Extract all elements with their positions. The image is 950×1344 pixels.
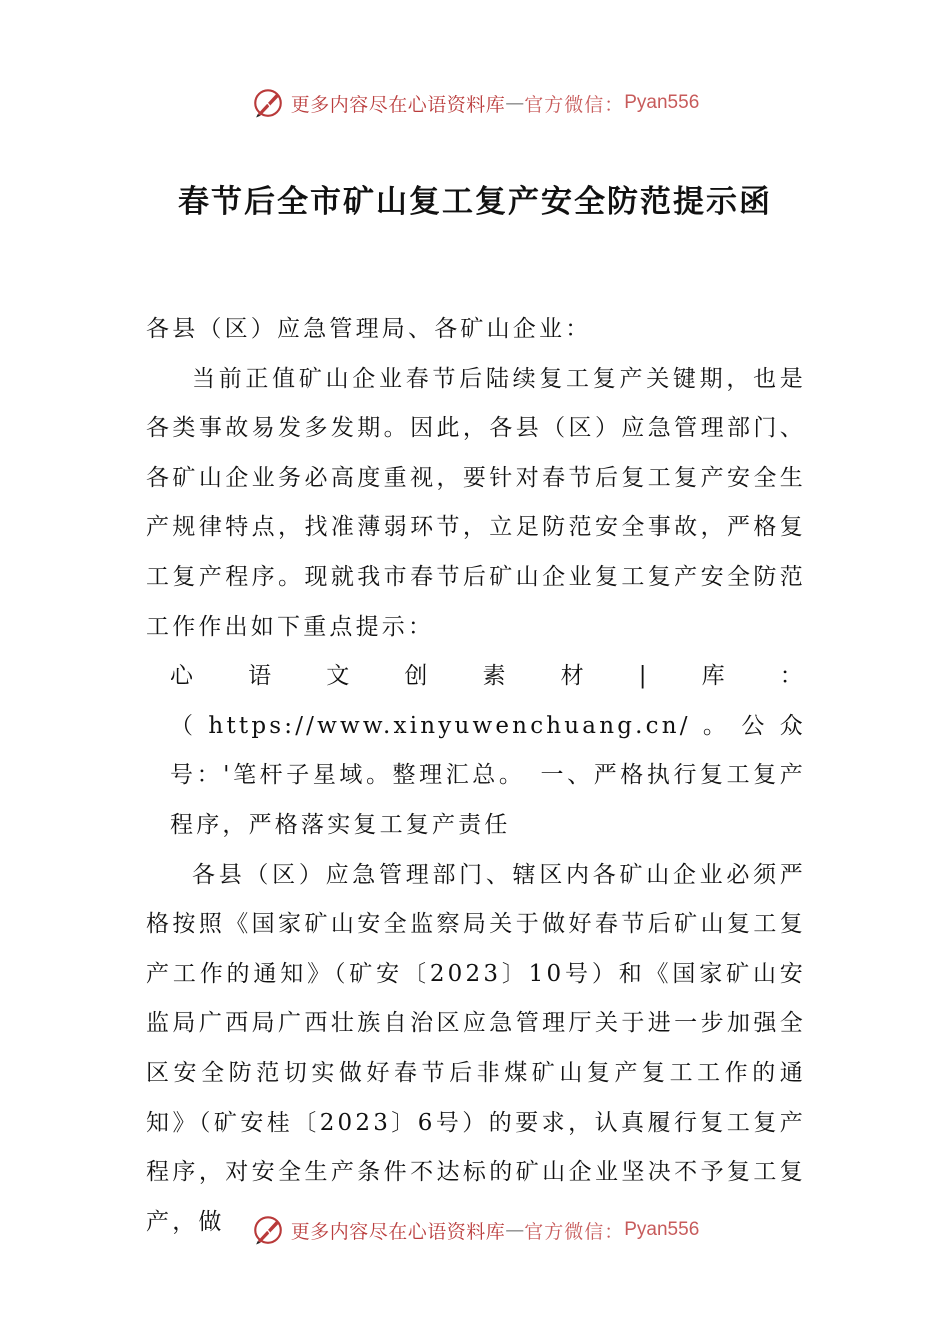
watermark-wechat-id: Pyan556 <box>624 92 700 113</box>
watermark-wechat-label: 官方微信： <box>524 93 625 116</box>
quill-pen-logo-icon <box>251 86 285 120</box>
watermark-site-text: 更多内容尽在心语资料库 <box>290 93 506 116</box>
footer-watermark-banner <box>0 1210 950 1250</box>
watermark-site-text: 更多内容尽在心语资料库 <box>290 1220 506 1243</box>
salutation: 各县（区）应急管理局、各矿山企业： <box>146 316 592 342</box>
quill-pen-logo-icon <box>251 1213 285 1247</box>
watermark-separator: — <box>505 1219 525 1241</box>
document-body <box>146 305 806 1247</box>
paragraph-intro: 当前正值矿山企业春节后陆续复工复产关键期，也是各类事故易发多发期。因此，各县（区）应急管理部门、各矿山企业务必高度重视，要针对春节后复工复产安全生产规律特点，找准薄弱环节，立足防范安全事故，严格复工复产程序。现就我市春节后矿山企业复工复产安全防范工作作出如下重点提示： <box>146 365 806 640</box>
paragraph-requirements: 各县（区）应急管理部门、辖区内各矿山企业必须严格按照《国家矿山安全监察局关于做好春节后矿山复工复产工作的通知》（矿安〔2023〕10号）和《国家矿山安监局广西局广西壮族自治区应急管理厅关于进一步加强全区安全防范切实做好春节后非煤矿山复产复工工作的通知》（矿安桂〔2023〕6号）的要求，认真履行复工复产程序，对安全生产条件不达标的矿山企业坚决不予复工复产，做 <box>146 861 806 1235</box>
header-watermark-banner <box>0 83 950 123</box>
watermark-separator: — <box>505 92 525 114</box>
source-note: 心语文创素材|库：（https://www.xinyuwenchuang.cn/。公众号：'笔杆子星域。整理汇总。 一、严格执行复工复产程序，严格落实复工复产责任 <box>170 663 806 838</box>
watermark-wechat-id: Pyan556 <box>624 1219 700 1240</box>
document-title: 春节后全市矿山复工复产安全防范提示函 <box>178 184 772 220</box>
watermark-wechat-label: 官方微信： <box>524 1220 625 1243</box>
